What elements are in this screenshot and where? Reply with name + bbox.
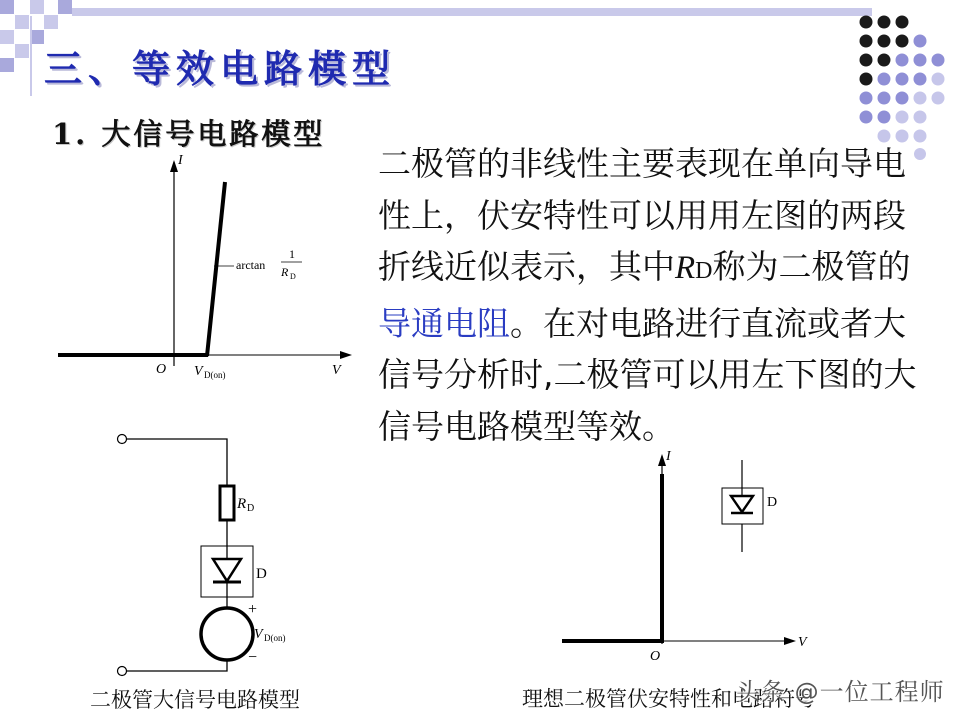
para-text-2: 称为二极管的 <box>712 247 911 286</box>
body-paragraph <box>378 138 918 452</box>
ideal-x-arrow <box>784 637 796 645</box>
wire-top <box>126 439 227 486</box>
y-axis-arrow <box>170 160 178 172</box>
vi-characteristic-chart <box>50 148 370 383</box>
von-label-sub: D(on) <box>204 370 226 380</box>
resistor <box>220 486 234 520</box>
rd-main: R <box>675 250 696 286</box>
dot-row-3 <box>860 54 945 67</box>
highlight-term: 导通电阻 <box>378 303 510 343</box>
slope-den-main: R <box>281 265 289 279</box>
dot-row-1 <box>860 16 909 29</box>
caption-circuit: 二极管大信号电路模型 <box>90 688 300 712</box>
terminal-top <box>118 435 127 444</box>
equivalent-circuit-diagram <box>110 428 310 684</box>
watermark: 头条 @一位工程师 <box>736 678 945 706</box>
ideal-x-label: V <box>798 635 807 650</box>
rd-symbol <box>675 250 713 286</box>
dot-row-5 <box>860 92 945 105</box>
x-axis-arrow <box>340 351 352 359</box>
ideal-diode-label: D <box>767 495 778 510</box>
minus-sign: − <box>248 649 258 666</box>
source-label-main: V <box>254 627 263 642</box>
resistor-label-sub: D <box>247 503 255 514</box>
slope-num: 1 <box>289 247 295 261</box>
terminal-bottom <box>118 667 127 676</box>
para-text-1: 二极管的非线性主要表现在单向导电性上，伏安特性可以用用左图的两段折线近似表示，其中 <box>378 144 906 286</box>
para-text-3: 。在对电路进行直流或者大信号分析时,二极管可以用左下图的大信号电路模型等效。 <box>378 303 917 446</box>
plus-sign: + <box>248 601 258 618</box>
rd-sub: D <box>695 258 713 284</box>
dot-row-6 <box>860 111 927 124</box>
x-axis-label: V <box>332 363 341 378</box>
on-region-line <box>207 182 225 356</box>
ideal-diode-chart <box>556 448 816 670</box>
section-subtitle: 1. 大信号电路模型 <box>52 117 326 151</box>
slope-prefix: arctan <box>236 258 266 272</box>
source-label-sub: D(on) <box>264 633 286 643</box>
wire-bottom <box>126 660 227 671</box>
ideal-origin-label: O <box>650 649 661 664</box>
resistor-label-main: R <box>237 496 247 512</box>
y-axis-label: I <box>178 153 183 168</box>
caption-ideal: 理想二极管伏安特性和电路符号 <box>522 687 816 711</box>
origin-label: O <box>156 362 167 377</box>
von-label-main: V <box>194 364 203 379</box>
slide-title: 三、等效电路模型 <box>44 46 397 91</box>
ideal-y-label: I <box>666 449 671 464</box>
ideal-y-arrow <box>658 454 666 466</box>
diode-label: D <box>256 566 267 582</box>
dot-row-4 <box>860 73 945 86</box>
voltage-source <box>201 608 253 660</box>
slope-den-sub: D <box>290 272 296 281</box>
dot-row-2 <box>860 35 927 48</box>
